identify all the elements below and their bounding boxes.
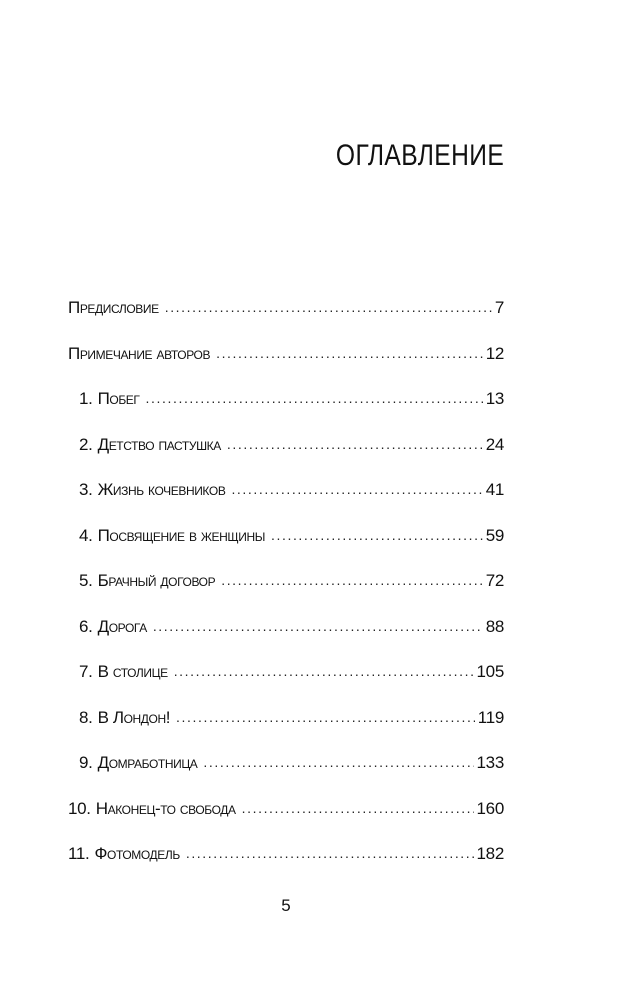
toc-entry	[68, 385, 504, 431]
toc-entry-page: 119	[477, 707, 504, 727]
page-number: 5	[281, 896, 291, 915]
dot-leader	[227, 430, 483, 458]
toc-entry-title: В Лондон!	[97, 707, 171, 727]
toc-entry	[68, 704, 504, 750]
dot-leader	[174, 657, 474, 685]
toc-entry	[68, 658, 504, 704]
toc-entry-title: Фотомодель	[94, 844, 180, 863]
dot-leader	[146, 384, 483, 412]
toc-entry-number: 10.	[68, 798, 91, 818]
toc-entry-page: 160	[476, 798, 504, 818]
toc-entry-title: Наконец-то свобода	[95, 798, 236, 818]
toc-entry-page: 41	[485, 480, 504, 499]
dot-leader	[176, 703, 475, 731]
toc-entry-number: 8.	[79, 707, 93, 727]
toc-entry-title: Дорога	[97, 616, 147, 636]
toc-entry	[68, 431, 504, 477]
toc-entry	[68, 522, 504, 568]
toc-entry-number: 7.	[79, 662, 93, 681]
toc-entry-page: 59	[485, 525, 504, 545]
toc-entry-page: 12	[485, 343, 504, 363]
toc-entry-title: Примечание авторов	[68, 343, 211, 363]
dot-leader	[153, 612, 483, 640]
toc-entry-title: Посвящение в женщины	[97, 525, 265, 545]
toc-entry-title: Жизнь кочевников	[97, 480, 226, 499]
toc-entry-number: 4.	[79, 525, 93, 545]
toc-entry	[68, 476, 504, 522]
toc-entry-number: 3.	[79, 480, 93, 499]
dot-leader	[216, 339, 483, 367]
toc-entry-page: 105	[476, 662, 504, 681]
toc-entry-page: 133	[476, 753, 504, 772]
toc-entry	[68, 567, 504, 613]
toc-entry	[68, 840, 504, 886]
toc-entry-title: Домработница	[97, 753, 198, 772]
table-of-contents	[68, 294, 504, 886]
toc-entry	[68, 613, 504, 659]
toc-entry-title: В столице	[97, 662, 168, 681]
toc-entry-page: 72	[485, 571, 504, 590]
dot-leader	[242, 794, 474, 822]
toc-entry-number: 1.	[79, 389, 93, 408]
toc-entry-number: 6.	[79, 616, 93, 636]
toc-entry	[68, 294, 504, 340]
toc-entry-page: 182	[476, 844, 504, 863]
dot-leader	[271, 521, 483, 549]
toc-entry-page: 13	[485, 389, 504, 408]
dot-leader	[165, 293, 492, 321]
toc-entry-title: Побег	[97, 389, 140, 408]
toc-entry-title: Детство пастушка	[97, 434, 221, 454]
toc-entry-title: Предисловие	[68, 298, 159, 317]
toc-entry-number: 5.	[79, 571, 93, 590]
toc-entry-number: 2.	[79, 434, 93, 454]
toc-entry-number: 11.	[68, 844, 90, 863]
dot-leader	[221, 566, 482, 594]
toc-entry	[68, 795, 504, 841]
toc-entry-page: 24	[485, 434, 504, 454]
dot-leader	[203, 748, 473, 776]
dot-leader	[186, 839, 474, 867]
toc-entry-page: 88	[485, 616, 504, 636]
toc-entry	[68, 340, 504, 386]
dot-leader	[231, 475, 482, 503]
toc-entry-page: 7	[494, 298, 504, 317]
toc-entry-number: 9.	[79, 753, 93, 772]
page-title: ОГЛАВЛЕНИЕ	[335, 139, 504, 172]
toc-entry-title: Брачный договор	[97, 571, 216, 590]
toc-entry	[68, 749, 504, 795]
